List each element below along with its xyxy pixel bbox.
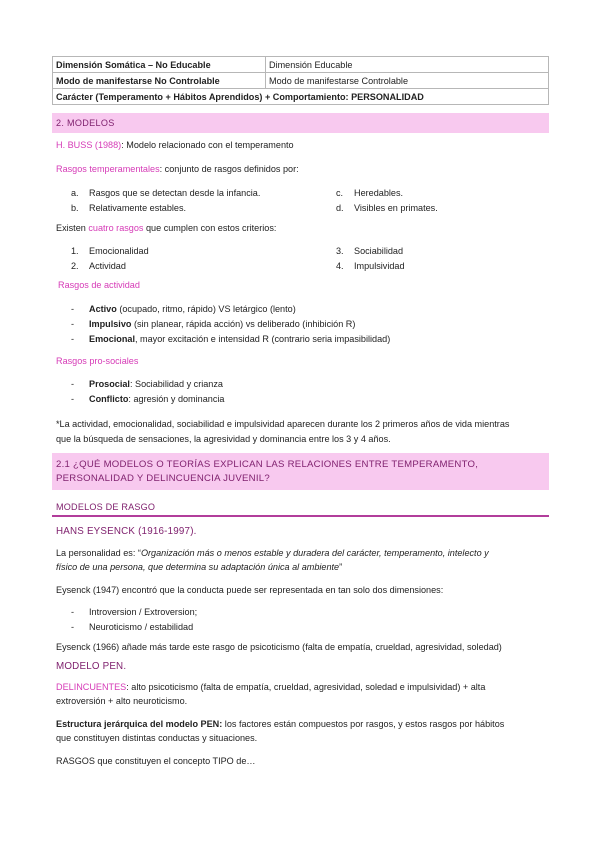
- list-item: 3. Sociabilidad: [336, 246, 404, 256]
- table-row: [53, 57, 549, 73]
- eysenck-heading: HANS EYSENCK (1916-1997).: [56, 526, 197, 537]
- rasgos-temperamentales-line: [56, 163, 299, 175]
- cuatro-rasgos-line: Existen cuatro rasgos que cumplen con estos criterios:: [56, 223, 277, 233]
- list-item: - Emocional, mayor excitación e intensidad R (contrario seria impasibilidad): [71, 334, 391, 344]
- section-heading: 2.1 ¿QUÉ MODELOS O TEORÍAS EXPLICAN LAS RELACIONES ENTRE TEMPERAMENTO, PERSONALIDAD Y DELINCUENCIA JUVENIL?: [56, 459, 479, 484]
- list-item: c. Heredables.: [336, 188, 404, 198]
- eysenck-1947: Eysenck (1947) encontró que la conducta puede ser representada en tan solo dos dimensiones:: [56, 585, 444, 595]
- estructura-line-2: que constituyen distintas conductas y situaciones.: [56, 733, 258, 743]
- list-item: - Impulsivo (sin planear, rápida acción) vs deliberado (inhibición R): [71, 319, 356, 329]
- table-cell: Dimensión Educable: [266, 57, 549, 73]
- list-item: 1. Emocionalidad: [71, 246, 149, 256]
- rasgos-actividad-heading: Rasgos de actividad: [58, 280, 140, 290]
- table-cell: Modo de manifestarse Controlable: [266, 73, 549, 89]
- table-cell: Dimensión Somática – No Educable: [53, 57, 266, 73]
- eysenck-definition-line-2: físico de una persona, que determina su adaptación única al ambiente”: [56, 562, 343, 572]
- list-item: b. Relativamente estables.: [71, 203, 187, 213]
- rasgos-tipo-line: RASGOS que constituyen el concepto TIPO de…: [56, 756, 256, 766]
- delincuentes-line-1: DELINCUENTES: alto psicoticismo (falta de empatía, crueldad, agresividad, soledad e impulsividad) + alta: [56, 682, 486, 692]
- eysenck-definition-line-1: La personalidad es: “Organización más o menos estable y duradera del carácter, temperamento, intelecto y: [56, 548, 489, 558]
- list-item: - Conflicto: agresión y dominancia: [71, 394, 225, 404]
- rasgos-temperamentales-label: Rasgos temperamentales: [56, 164, 160, 174]
- divider: [52, 515, 549, 517]
- cuatro-rasgos-highlight: cuatro rasgos: [88, 223, 144, 233]
- pen-heading: MODELO PEN.: [56, 661, 127, 672]
- table-cell: Modo de manifestarse No Controlable: [53, 73, 266, 89]
- list-item: 2. Actividad: [71, 261, 126, 271]
- buss-rest: : Modelo relacionado con el temperamento: [121, 140, 294, 150]
- note-line-2: que la búsqueda de sensaciones, la agresividad y dominancia entre los 3 y 4 años.: [56, 434, 391, 444]
- modelos-rasgo-heading: MODELOS DE RASGO: [56, 502, 156, 512]
- buss-name: H. BUSS (1988): [56, 140, 122, 150]
- list-item: - Prosocial: Sociabilidad y crianza: [71, 379, 223, 389]
- section-heading-bar: [52, 453, 549, 490]
- list-item: d. Visibles en primates.: [336, 203, 438, 213]
- list-item: 4. Impulsividad: [336, 261, 405, 271]
- section-heading-bar: [52, 113, 549, 133]
- rasgos-prosociales-heading: Rasgos pro-sociales: [56, 356, 139, 366]
- list-item: - Neuroticismo / estabilidad: [71, 622, 194, 632]
- estructura-line-1: Estructura jerárquica del modelo PEN: los factores están compuestos por rasgos, y estos rasgos por hábitos: [56, 719, 505, 729]
- note-line-1: *La actividad, emocionalidad, sociabilidad e impulsividad aparecen durante los 2 primeros años de vida mientras: [56, 419, 510, 429]
- buss-line: [56, 139, 294, 151]
- table-row: [53, 89, 549, 105]
- dimension-table: [52, 56, 549, 105]
- section-heading: 2. MODELOS: [56, 118, 115, 128]
- delincuentes-line-2: extroversión + alto neuroticismo.: [56, 696, 188, 706]
- list-item: a. Rasgos que se detectan desde la infancia.: [71, 188, 261, 198]
- list-item: - Introversion / Extroversion;: [71, 607, 198, 617]
- table-row: [53, 73, 549, 89]
- table-cell: Carácter (Temperamento + Hábitos Aprendidos) + Comportamiento: PERSONALIDAD: [53, 89, 549, 105]
- rasgos-temperamentales-rest: : conjunto de rasgos definidos por:: [159, 164, 299, 174]
- list-item: - Activo (ocupado, ritmo, rápido) VS letárgico (lento): [71, 304, 296, 314]
- eysenck-1966: Eysenck (1966) añade más tarde este rasgo de psicoticismo (falta de empatía, crueldad, agresividad, soledad): [56, 642, 502, 652]
